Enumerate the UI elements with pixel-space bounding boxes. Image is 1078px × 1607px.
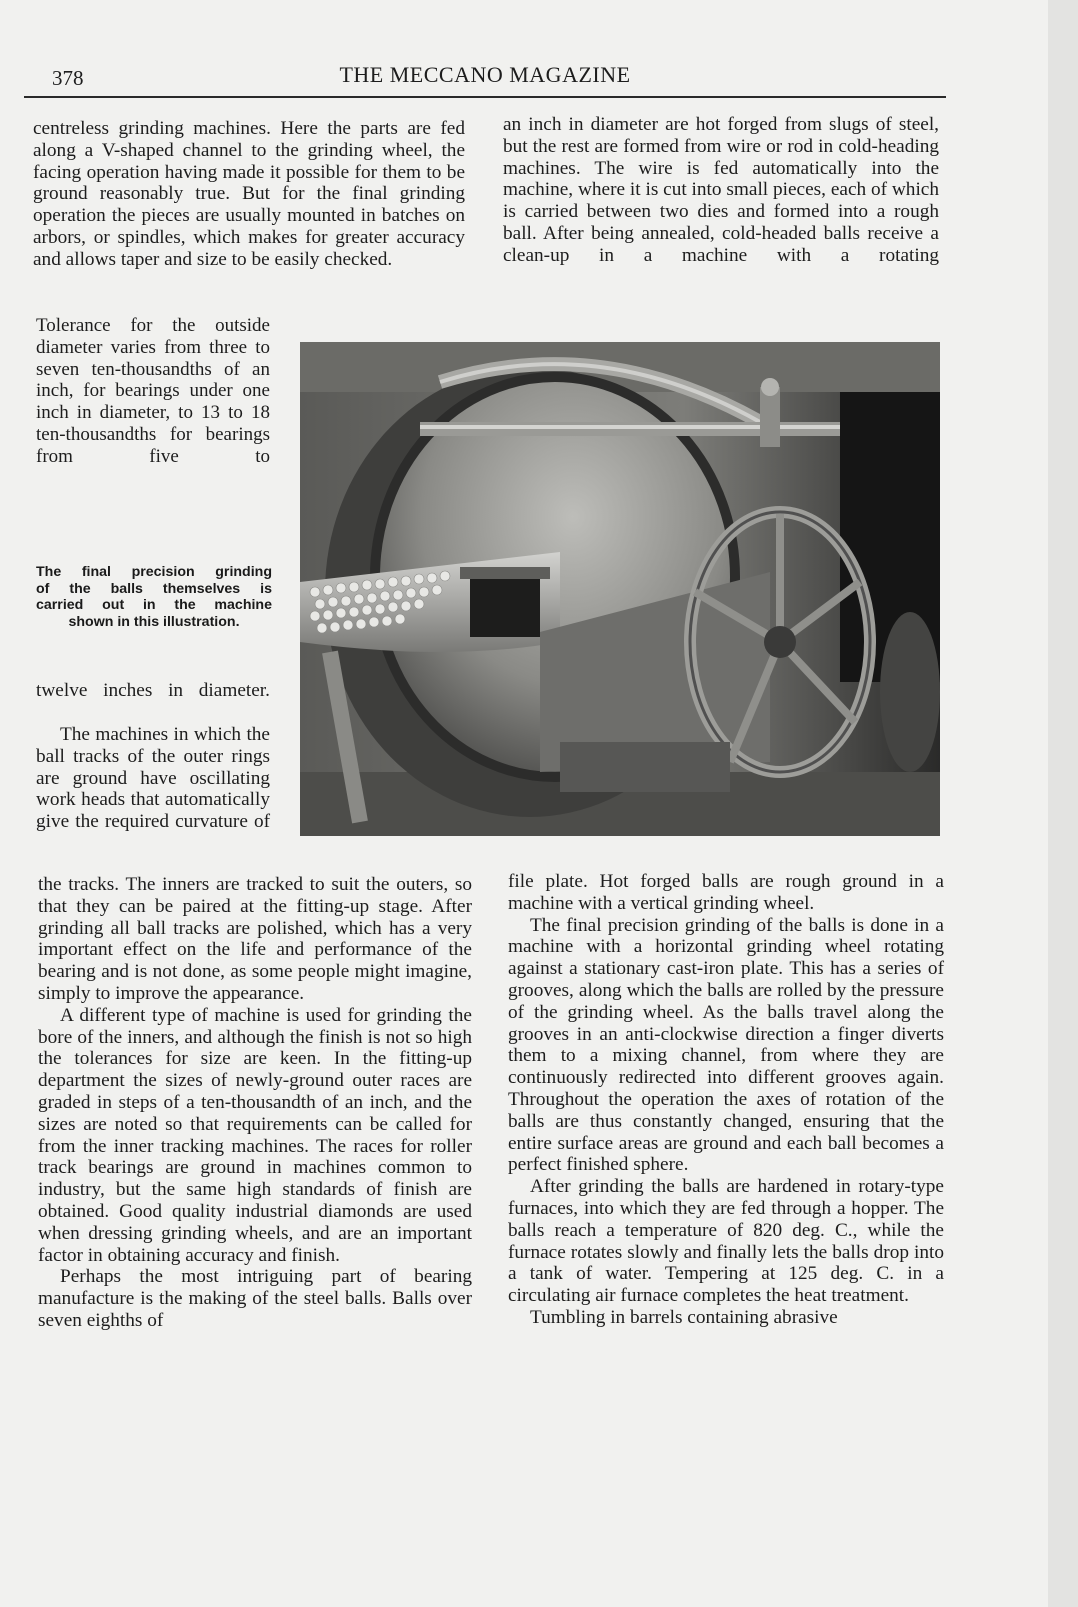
running-header [24,62,946,98]
paragraph: file plate. Hot forged balls are rough ground in a machine with a vertical grinding wheel. [508,871,944,914]
caption-line: The final precision grinding [36,564,272,580]
paragraph: Perhaps the most intriguing part of bearing manufacture is the making of the steel balls. Balls over seven eighths of [38,1266,472,1331]
paragraph: After grinding the balls are hardened in rotary-type furnaces, into which they are fed through a hopper. The balls reach a temperature of 820 deg. C., while the furnace rotates slowly and finally lets the balls drop into a tank of water. Tempering at 125 deg. C. in a circulating air furnace completes the heat treatment. [508,1176,944,1307]
paragraph: centreless grinding machines. Here the parts are fed along a V-shaped channel to the grinding wheel, the facing operation having made it possible for them to be ground reasonably true. But for the final grinding operation the pieces are usually mounted in batches on arbors, or spindles, which makes for greater accuracy and allows taper and size to be easily checked. [33,118,465,270]
paragraph: The final precision grinding of the balls is done in a machine with a horizontal grinding wheel rotating against a stationary cast-iron plate. This has a series of grooves, along which the balls are rolled by the pressure of the grinding wheel. As the balls travel along the grooves in an anti-clockwise direction a finger diverts them to a mixing channel, from where they are continuously redirected into different grooves again. Throughout the operation the axes of rotation of the balls are thus constantly changed, ensuring that the entire surface areas are ground and each ball becomes a perfect finished sphere. [508,914,944,1176]
figure-caption [36,564,272,630]
column-2-top [503,114,939,267]
wrap-text-a: Tolerance for the outside diameter varies from three to seven ten-thousandths of an inch, for bearings under one inch in diameter, to 13 to 18 ten-thousandths for bearings from five to [36,315,270,467]
page-number: 378 [52,66,84,90]
ball-grinding-machine-photo [300,342,940,836]
wrap-text-b: twelve inches in diameter. [36,680,270,701]
magazine-title: THE MECCANO MAGAZINE [339,62,631,87]
wrap-text-c: The machines in which the ball tracks of the outer rings are ground have oscillating work heads that automatically give the required curvature of [36,724,270,833]
caption-line: shown in this illustration. [68,613,240,630]
column-2-bottom [508,871,944,1329]
caption-line: carried out in the machine [36,597,272,613]
page-edge [1048,0,1078,1607]
caption-line: of the balls themselves is [36,580,272,597]
paragraph: the tracks. The inners are tracked to suit the outers, so that they can be paired at the fitting-up stage. After grinding all ball tracks are polished, which has a very important effect on the life and performance of the bearing and is not done, as some people might imagine, simply to improve the appearance. [38,874,472,1004]
paragraph: A different type of machine is used for grinding the bore of the inners, and although the finish is not so high the tolerances for size are keen. In the fitting-up department the sizes of newly-ground outer races are graded in steps of a ten-thousandth of an inch, and the sizes are noted so that requirements can be called for from the inner tracking machines. The races for roller track bearings are ground in machines common to industry, but the same high standards of finish are obtained. Good quality industrial diamonds are used when dressing grinding wheels, and are an important factor in obtaining accuracy and finish. [38,1004,472,1266]
paragraph: an inch in diameter are hot forged from slugs of steel, but the rest are formed from wire or rod in cold-heading machines. The wire is fed automatically into the machine, where it is cut into small pieces, each of which is carried between two dies and formed into a rough ball. After being annealed, cold-headed balls receive a clean-up in a machine with a rotating [503,114,939,266]
column-1-bottom [38,874,472,1332]
column-1-top [33,118,465,271]
paragraph: Tumbling in barrels containing abrasive [530,1306,838,1328]
